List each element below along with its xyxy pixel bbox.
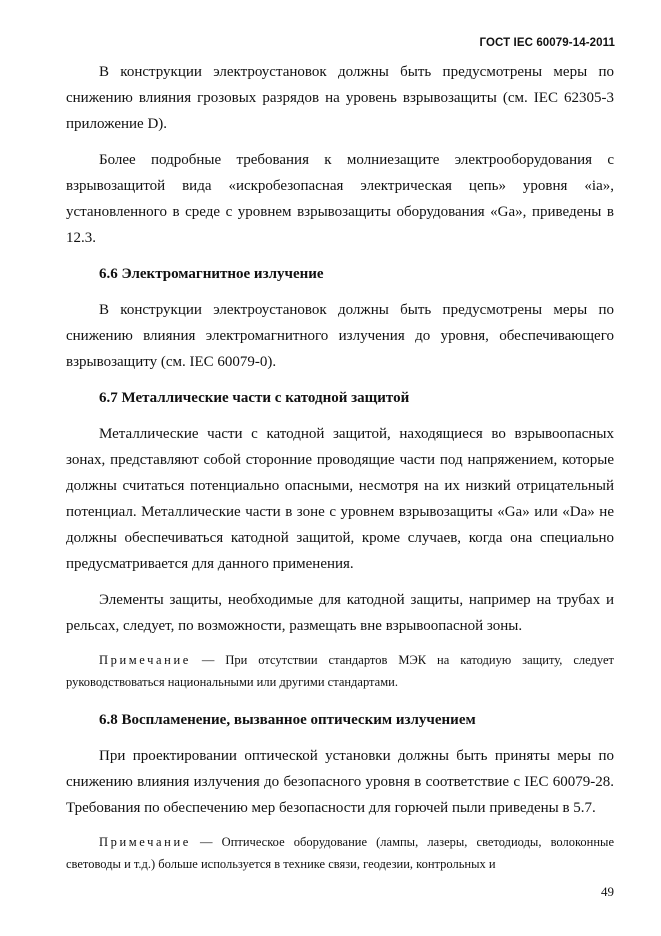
document-code-header: ГОСТ IEC 60079-14-2011	[479, 37, 615, 49]
note-cathodic-standards	[66, 649, 614, 693]
paragraph-em-radiation: В конструкции электроустановок должны быть предусмотрены меры по снижению влияния электромагнитного излучения до уровня, обеспечивающего взрывозащиту (см. IEC 60079-0).	[66, 302, 614, 370]
note-dash: —	[201, 653, 215, 667]
paragraph-cathodic-parts: Металлические части с катодной защитой, находящиеся во взрывоопасных зонах, представляют собой сторонние проводящие части под напряжением, которые должны считаться потенциально опасными, несмотря на их низкий отрицательный потенциал. Металлические части в зоне с уровнем взрывозащиты «Ga» или «Da» не должны обеспечиваться катодной защитой, кроме случаев, когда она специально предусматривается для данного применения.	[66, 426, 614, 572]
note-text: Оптическое оборудование (лампы, лазеры, светодиоды, волоконные световоды и т.д.) больше используется в технике связи, геодезии, контрольных и	[66, 835, 615, 871]
paragraph-optical-design: При проектировании оптической установки должны быть приняты меры по снижению влияния излучения до безопасного уровня в соответствие с IEC 60079-28. Требования по обеспечению мер безопасности для горючей пыли приведены в 5.7.	[66, 748, 614, 816]
note-label: Примечание	[99, 653, 191, 667]
note-text: При отсутствии стандартов МЭК на катодиую защиту, следует руководствоваться национальными или другими стандартами.	[66, 653, 614, 689]
paragraph-protection-elements: Элементы защиты, необходимые для катодной защиты, например на трубах и рельсах, следует, по возможности, размещать вне взрывоопасной зоны.	[66, 592, 614, 634]
section-heading-6-6: 6.6 Электромагнитное излучение	[99, 266, 324, 282]
page-number: 49	[601, 884, 614, 899]
note-dash: —	[200, 835, 213, 849]
section-heading-6-7: 6.7 Металлические части с катодной защитой	[99, 390, 410, 406]
section-heading-6-8: 6.8 Воспламенение, вызванное оптическим излучением	[99, 712, 476, 728]
note-label: Примечание	[99, 835, 191, 849]
page-body	[66, 59, 614, 889]
paragraph-lightning-measures: В конструкции электроустановок должны быть предусмотрены меры по снижению влияния грозовых разрядов на уровень взрывозащиты (см. IEC 62305-3 приложение D).	[66, 64, 614, 132]
note-optical-equipment	[66, 831, 614, 875]
paragraph-lightning-details: Более подробные требования к молниезащите электрооборудования с взрывозащитой вида «искробезопасная электрическая цепь» уровня «ia», установленного в среде с уровнем взрывозащиты оборудования «Ga», приведены в 12.3.	[66, 152, 614, 246]
